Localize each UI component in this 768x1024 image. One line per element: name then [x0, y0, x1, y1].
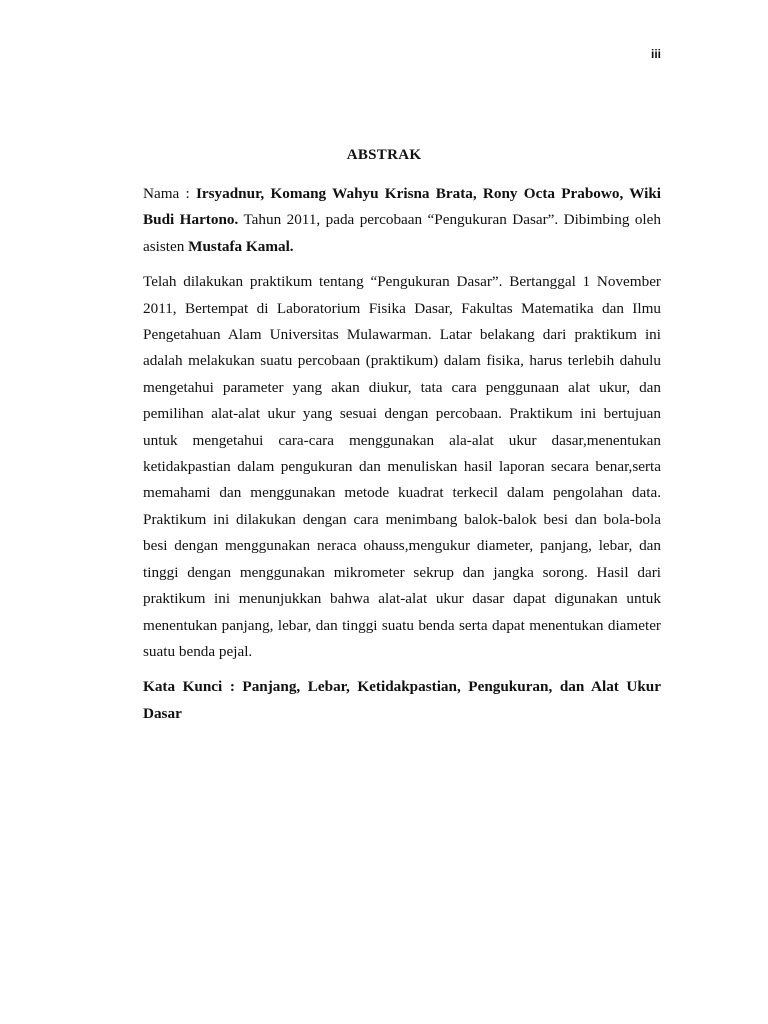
abstract-body: Telah dilakukan praktikum tentang “Pengukuran Dasar”. Bertanggal 1 November 2011, Bertempat di Laboratorium Fisika Dasar, Fakultas Matematika dan Ilmu Pengetahuan Alam Universitas Mulawarman. Latar belakang dari praktikum ini adalah melakukan suatu percobaan (praktikum) dalam fisika, harus terlebih dahulu mengetahui parameter yang akan diukur, tata cara penggunaan alat ukur, dan pemilihan alat-alat ukur yang sesuai dengan percobaan. Praktikum ini bertujuan untuk mengetahui cara-cara menggunakan ala-alat ukur dasar,menentukan ketidakpastian dalam pengukuran dan menuliskan hasil laporan secara benar,serta memahami dan menggunakan metode kuadrat terkecil dalam pengolahan data. Praktikum ini dilakukan dengan cara menimbang balok-balok besi dan bola-bola besi dengan menggunakan neraca ohauss,mengukur diameter, panjang, lebar, dan tinggi dengan menggunakan mikrometer sekrup dan jangka sorong. Hasil dari praktikum ini menunjukkan bahwa alat-alat ukur dasar dapat digunakan untuk menentukan panjang, lebar, dan tinggi suatu benda serta dapat menentukan diameter suatu benda pejal. — [143, 273, 661, 660]
assistant-name: Mustafa Kamal. — [188, 237, 294, 255]
authors: Irsyadnur, Komang Wahyu Krisna Brata, Rony Octa Prabowo, Wiki Budi Hartono. — [143, 185, 662, 229]
intro-paragraph — [143, 181, 661, 260]
abstract-title: ABSTRAK — [346, 147, 422, 163]
intro-text: Tahun 2011, pada percobaan “Pengukuran Dasar”. Dibimbing oleh asisten — [143, 211, 661, 255]
page-number: iii — [650, 47, 661, 61]
name-label: Nama : — [143, 185, 190, 202]
keywords: Kata Kunci : Panjang, Lebar, Ketidakpastian, Pengukuran, dan Alat Ukur Dasar — [143, 678, 661, 722]
abstract-content — [143, 181, 661, 727]
